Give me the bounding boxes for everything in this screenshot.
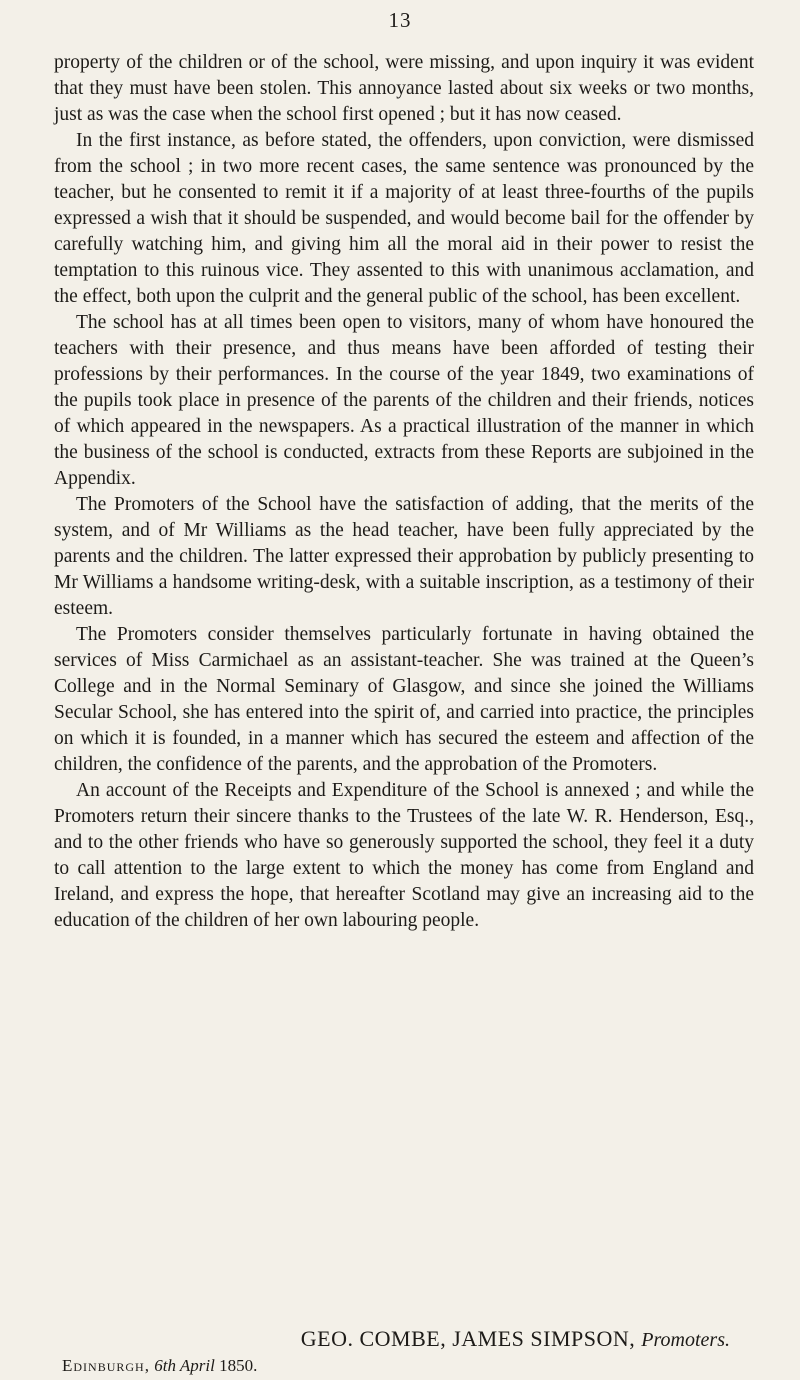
signature [0,1326,730,1352]
paragraph-assistant-teacher: The Promoters consider themselves particularly fortunate in having obtained the services of Miss Carmichael as an assistant-teacher. She was trained at the Queen’s College and in the Normal Seminary of Glasgow, and since she joined the Williams Secular School, she has entered into the spirit of, and carried into practice, the principles on which it is founded, in a manner which has secured the esteem and affection of the children, the confidence of the parents, and the approbation of the Promoters. [54,624,754,775]
dateline-year: 1850. [219,1356,258,1375]
signature-names: GEO. COMBE, JAMES SIMPSON, [300,1326,636,1351]
paragraph-merits: The Promoters of the School have the satisfaction of adding, that the merits of the system, and of Mr Williams as the head teacher, have been fully appreciated by the parents and the children. The latter expressed their approbation by publicly presenting to Mr Williams a handsome writing-desk, with a suitable inscription, as a testimony of their esteem. [54,494,754,619]
dateline-date: 6th April [154,1356,215,1375]
page-number: 13 [388,8,412,32]
dateline [62,1356,257,1376]
paragraph-offenders: In the first instance, as before stated, the offenders, upon conviction, were dismissed from the school ; in two more recent cases, the same sentence was pronounced by the teacher, but he consented to remit it if a majority of at least three-fourths of the pupils expressed a wish that it should be suspended, and would become bail for the offender by carefully watching him, and giving him all the moral aid in their power to resist the temptation to this ruinous vice. They assented to this with unanimous acclamation, and the effect, both upon the culprit and the general public of the school, has been excellent. [54,130,754,307]
body-text [54,50,754,934]
paragraph-continuation: property of the children or of the school, were missing, and upon inquiry it was evident that they must have been stolen. This annoyance lasted about six weeks or two months, just as was the case when the school first opened ; but it has now ceased. [54,52,754,125]
paragraph-account: An account of the Receipts and Expenditure of the School is annexed ; and while the Promoters return their sincere thanks to the Trustees of the late W. R. Henderson, Esq., and to the other friends who have so generously supported the school, they feel it a duty to call attention to the large extent to which the money has come from England and Ireland, and express the hope, that hereafter Scotland may give an increasing aid to the education of the children of her own labouring people. [54,780,754,931]
signature-role: Promoters. [641,1329,730,1351]
dateline-city: Edinburgh, [62,1356,150,1375]
paragraph-visitors: The school has at all times been open to visitors, many of whom have honoured the teachers with their presence, and thus means have been afforded of testing their professions by their performances. In the course of the year 1849, two examinations of the pupils took place in presence of the parents of the children and their friends, notices of which appeared in the newspapers. As a practical illustration of the manner in which the business of the school is conducted, extracts from these Reports are subjoined in the Appendix. [54,312,754,489]
